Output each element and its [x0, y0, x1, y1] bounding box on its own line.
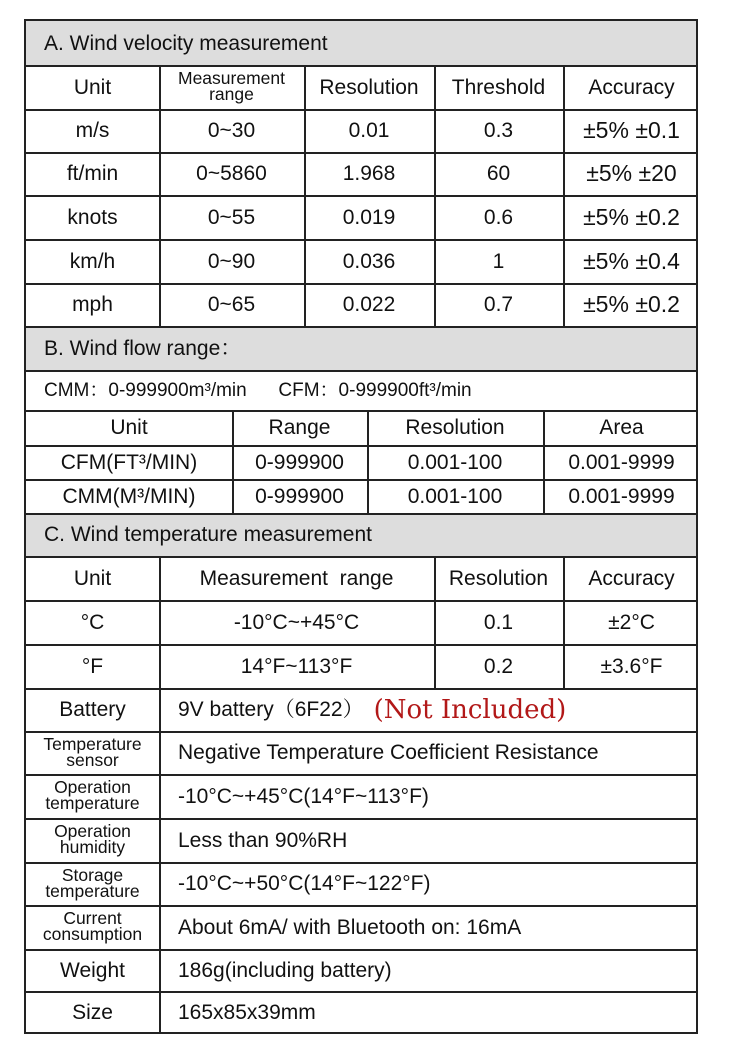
temp-header-accuracy: Accuracy: [588, 566, 675, 590]
section-b-title: B. Wind flow range：: [44, 336, 242, 360]
flow-unit: CFM(FT³/MIN): [60, 450, 198, 474]
header-line: range: [209, 84, 254, 104]
flow-range: 0-999900: [255, 450, 344, 474]
flow-area: 0.001-9999: [568, 450, 675, 474]
spec-label-storage-temperature: [26, 862, 159, 905]
temp-accuracy: ±2°C: [608, 610, 655, 634]
spec-label-line: humidity: [59, 837, 126, 857]
temp-header-unit: Unit: [73, 566, 112, 590]
flow-range: 0-999900: [255, 484, 344, 508]
velocity-range: 0~65: [207, 293, 256, 316]
spec-label-operation-humidity: [26, 818, 159, 862]
temp-unit: °C: [80, 610, 105, 634]
col-header-unit: Unit: [73, 75, 112, 99]
velocity-accuracy: ±5% ±0.2: [583, 203, 680, 230]
flow-unit: CMM(M³/MIN): [62, 484, 196, 508]
velocity-unit: knots: [67, 205, 118, 229]
spec-value-storage-temperature: -10°C~+50°C(14°F~122°F): [178, 872, 431, 895]
velocity-range: 0~30: [207, 119, 256, 142]
spec-label-weight: Weight: [60, 958, 125, 982]
velocity-threshold: 1: [492, 249, 505, 273]
velocity-accuracy: ±5% ±20: [586, 160, 677, 186]
velocity-range: 0~5860: [196, 162, 267, 185]
grid-line: [159, 688, 161, 1034]
col-header-accuracy: Accuracy: [588, 75, 675, 99]
velocity-resolution: 0.022: [342, 293, 396, 316]
flow-header-resolution: Resolution: [405, 416, 505, 439]
spec-value-operation-temperature: -10°C~+45°C(14°F~113°F): [178, 784, 429, 808]
spec-sheet: [24, 19, 698, 1034]
velocity-threshold: 0.6: [483, 205, 514, 229]
col-header-threshold: Threshold: [451, 75, 546, 99]
flow-resolution: 0.001-100: [407, 484, 503, 508]
spec-value-weight: 186g(including battery): [178, 958, 392, 982]
spec-label-operation-temperature: [26, 774, 159, 818]
velocity-threshold: 0.7: [483, 293, 514, 316]
spec-label-line: Current: [63, 908, 122, 929]
velocity-range: 0~55: [207, 205, 256, 229]
spec-label-line: temperature: [45, 880, 140, 901]
spec-label-size: Size: [72, 1001, 113, 1024]
flow-resolution: 0.001-100: [407, 450, 503, 474]
velocity-accuracy: ±5% ±0.2: [583, 291, 680, 317]
header-line: Measurement: [178, 68, 285, 89]
flow-header-area: Area: [599, 416, 644, 439]
spec-value-operation-humidity: Less than 90%RH: [178, 828, 348, 852]
spec-value-current-consumption: About 6mA/ with Bluetooth on: 16mA: [178, 915, 522, 939]
spec-value-temperature-sensor: Negative Temperature Coefficient Resistance: [178, 741, 599, 764]
spec-value-battery: [178, 688, 698, 731]
spec-label-line: consumption: [42, 924, 143, 944]
temp-unit: °F: [81, 654, 104, 678]
temp-header-resolution: Resolution: [448, 566, 549, 590]
col-header-measurement-range: [159, 65, 304, 109]
flow-header-unit: Unit: [110, 416, 148, 439]
velocity-accuracy: ±5% ±0.1: [583, 117, 680, 143]
col-header-resolution: Resolution: [319, 75, 419, 99]
section-a-title: A. Wind velocity measurement: [44, 31, 328, 55]
flow-area: 0.001-9999: [568, 484, 675, 508]
velocity-unit: m/s: [75, 119, 110, 142]
velocity-threshold: 0.3: [483, 119, 514, 142]
spec-label-battery: Battery: [59, 698, 126, 721]
spec-label-line: Operation: [54, 777, 131, 798]
spec-value-size: 165x85x39mm: [178, 1001, 316, 1024]
temp-resolution: 0.1: [483, 610, 514, 634]
velocity-resolution: 0.019: [342, 205, 396, 229]
temp-header-range: Measurement range: [199, 566, 394, 590]
velocity-threshold: 60: [486, 162, 511, 185]
section-c-title: C. Wind temperature measurement: [44, 523, 372, 546]
spec-label-line: Temperature: [43, 733, 142, 754]
spec-label-temperature-sensor: [26, 731, 159, 774]
temp-resolution: 0.2: [483, 654, 514, 678]
velocity-unit: mph: [72, 293, 113, 316]
spec-label-line: temperature: [45, 793, 140, 813]
velocity-accuracy: ±5% ±0.4: [583, 247, 680, 274]
spec-label-line: Storage: [61, 864, 124, 885]
velocity-unit: km/h: [69, 249, 116, 273]
temp-range: -10°C~+45°C: [233, 610, 360, 634]
not-included-note: (Not Included): [373, 694, 567, 725]
flow-summary: CMM：0-999900m³/min CFM：0-999900ft³/min: [44, 379, 472, 401]
spec-label-line: Operation: [54, 821, 131, 842]
temp-accuracy: ±3.6°F: [600, 654, 663, 678]
velocity-unit: ft/min: [66, 162, 119, 185]
velocity-resolution: 1.968: [342, 162, 396, 185]
spec-label-line: sensor: [66, 749, 119, 770]
velocity-range: 0~90: [207, 249, 256, 273]
velocity-resolution: 0.01: [348, 119, 390, 142]
spec-value-text: 9V battery（6F22）: [178, 698, 364, 721]
temp-range: 14°F~113°F: [240, 654, 353, 678]
velocity-resolution: 0.036: [342, 249, 396, 273]
spec-label-current-consumption: [26, 905, 159, 949]
flow-header-range: Range: [268, 416, 331, 439]
